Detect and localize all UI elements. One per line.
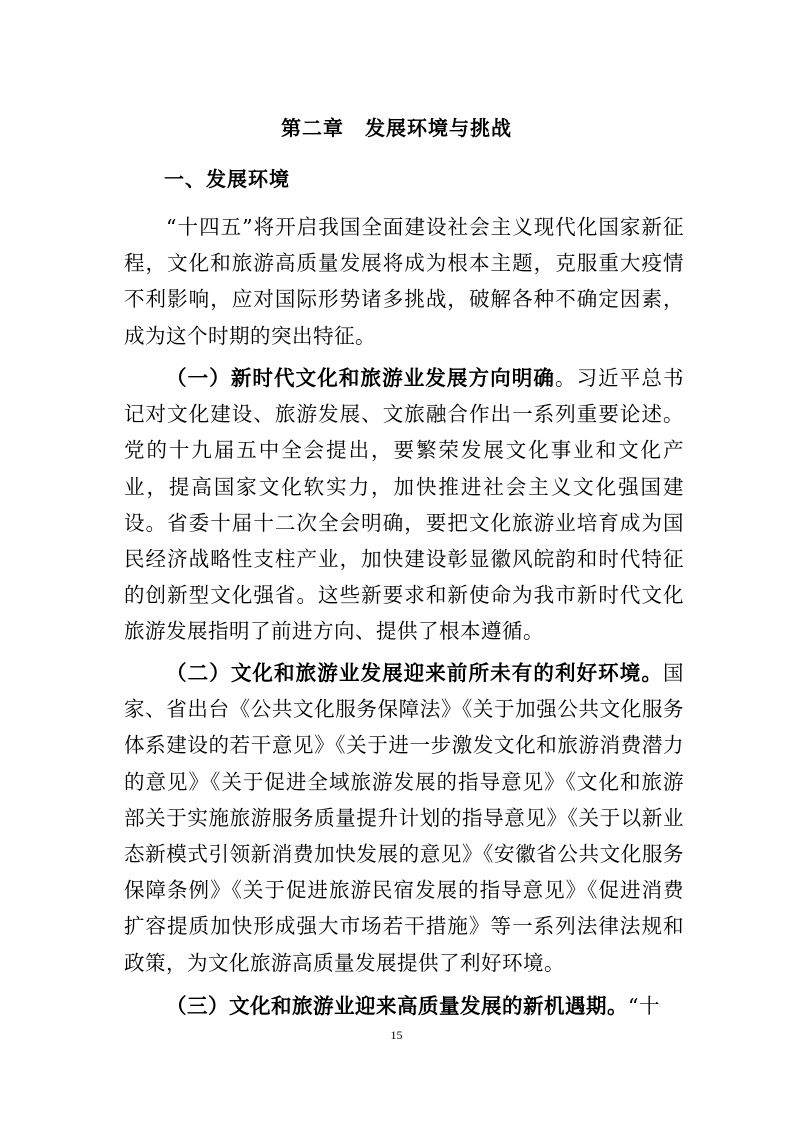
- chapter-title: 第二章 发展环境与挑战: [281, 116, 512, 140]
- paragraph-direction: [124, 360, 684, 650]
- paragraph-text: “十四五”将开启我国全面建设社会主义现代化国家新征程，文化和旅游高质量发展将成为根本主题，克服重大疫情不利影响，应对国际形势诸多挑战，破解各种不确定因素，成为这个时期的突出特征。: [124, 215, 684, 348]
- paragraph-intro: [124, 209, 684, 354]
- section-heading: 一、发展环境: [164, 167, 290, 191]
- paragraph-text: “十: [628, 994, 660, 1018]
- paragraph-lead: （二）文化和旅游业发展迎来前所未有的利好环境。: [166, 661, 663, 685]
- paragraph-lead: （一）新时代文化和旅游业发展方向明确: [166, 366, 555, 390]
- paragraph-text: 。习近平总书记对文化建设、旅游发展、文旅融合作出一系列重要论述。党的十九届五中全会提出，要繁荣发展文化事业和文化产业，提高国家文化软实力，加快推进社会主义文化强国建设。省委十届十二次全会明确，要把文化旅游业培育成为国民经济战略性支柱产业，加快建设彰显徽风皖韵和时代特征的创新型文化强省。这些新要求和新使命为我市新时代文化旅游发展指明了前进方向、提供了根本遵循。: [124, 366, 685, 644]
- paragraph-opportunity: [124, 988, 684, 1024]
- paragraph-text: 国家、省出台《公共文化服务保障法》《关于加强公共文化服务体系建设的若干意见》《关于进一步激发文化和旅游消费潜力的意见》《关于促进全域旅游发展的指导意见》《文化和旅游部关于实施旅游服务质量提升计划的指导意见》《关于以新业态新模式引领新消费加快发展的意见》《安徽省公共文化服务保障条例》《关于促进旅游民宿发展的指导意见》《促进消费扩容提质加快形成强大市场若干措施》等一系列法律法规和政策，为文化旅游高质量发展提供了利好环境。: [124, 661, 684, 975]
- paragraph-lead: （三）文化和旅游业迎来高质量发展的新机遇期。: [166, 994, 628, 1018]
- page-number: 15: [390, 1028, 403, 1042]
- paragraph-environment: [124, 655, 684, 981]
